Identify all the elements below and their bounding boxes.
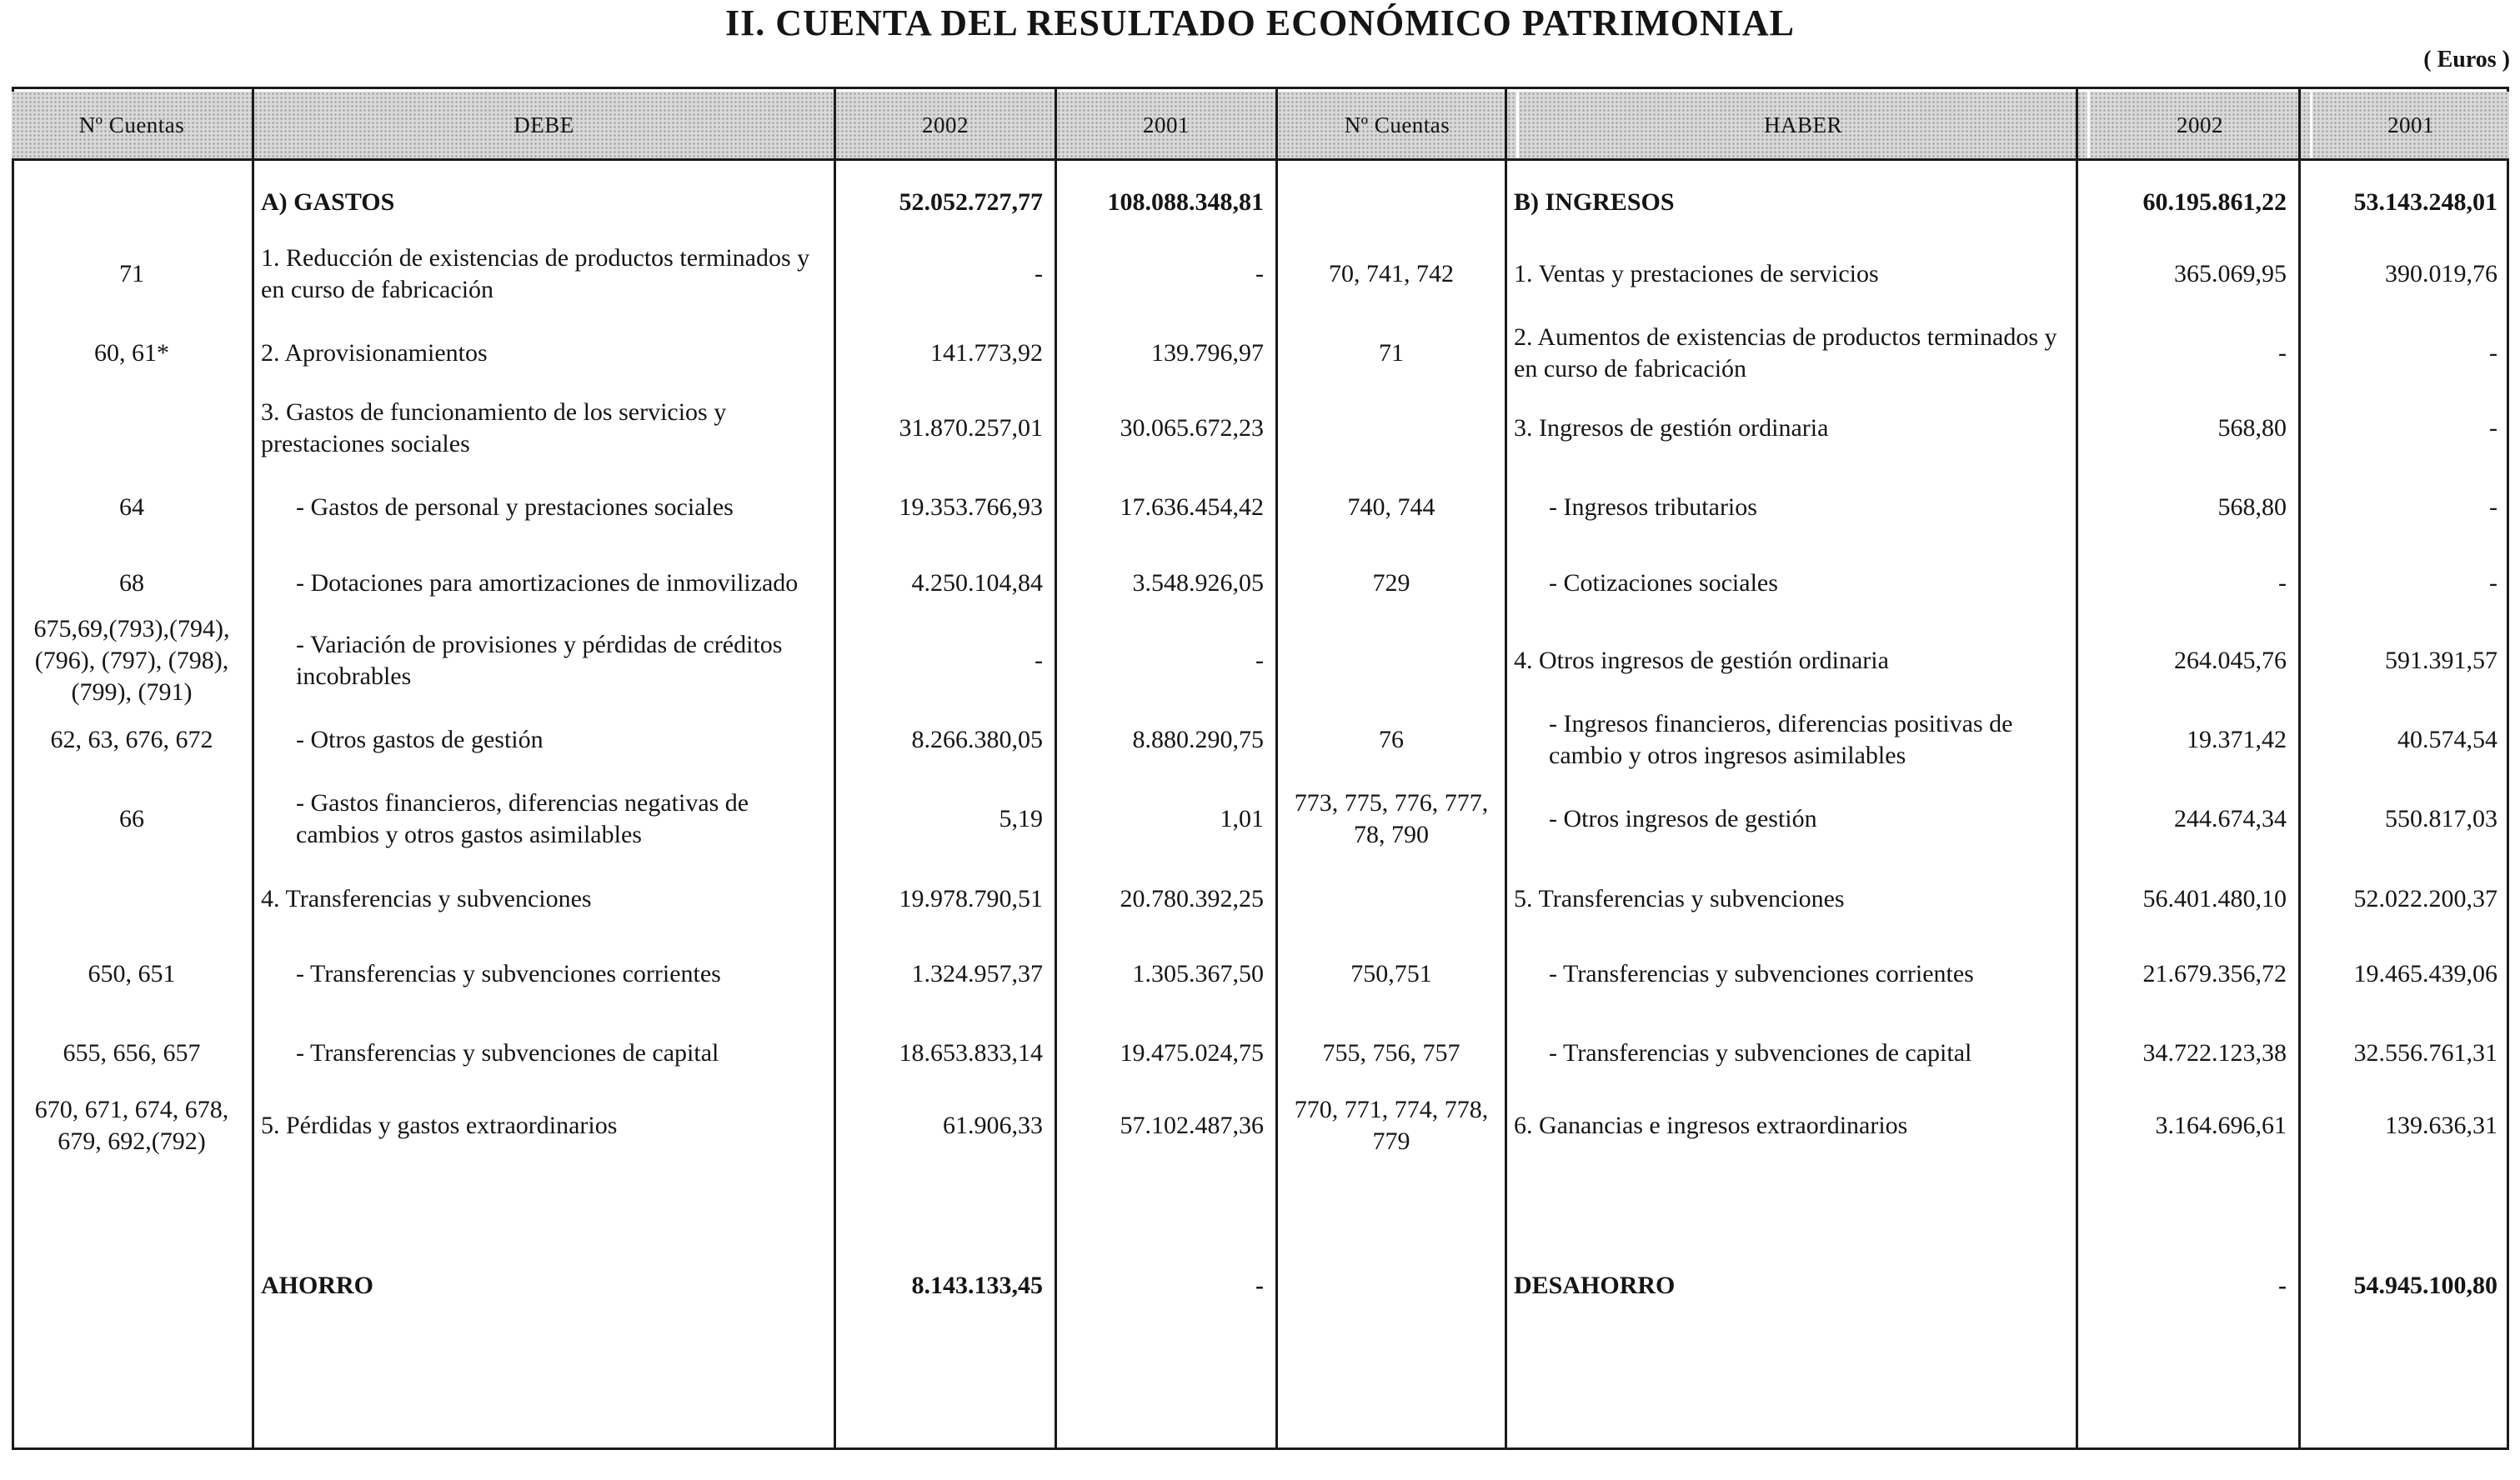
right-v2002-cell: 21.679.356,72	[2142, 960, 2287, 988]
right-v2001-cell: 32.556.761,31	[2353, 1039, 2497, 1067]
left-desc-cell: - Otros gastos de gestión	[296, 726, 544, 753]
left-code-cell: 64	[119, 493, 144, 521]
left-desc-cell: 5. Pérdidas y gastos extraordinarios	[261, 1112, 618, 1139]
left-v2002-cell: 4.250.104,84	[911, 569, 1043, 597]
right-code-cell: 71	[1379, 339, 1404, 367]
header-2002-right: 2002	[2090, 92, 2310, 158]
right-v2002-cell: 19.371,42	[2187, 726, 2287, 753]
left-v2001-cell: -	[1255, 260, 1264, 288]
right-v2001-cell: -	[2489, 339, 2497, 367]
left-code-cell	[12, 1250, 252, 1322]
right-code-cell: 740, 744	[1347, 493, 1435, 521]
right-desc-cell: - Ingresos tributarios	[1549, 493, 1757, 521]
left-code-cell: 71	[119, 260, 144, 288]
left-code-cell: 68	[119, 569, 144, 597]
left-desc-cell: - Gastos de personal y prestaciones sociales	[296, 493, 734, 521]
right-v2002-cell: 264.045,76	[2174, 647, 2287, 674]
right-code-cell	[1278, 167, 1505, 238]
left-desc-cell: 3. Gastos de funcionamiento de los servicios y prestaciones sociales	[261, 398, 727, 458]
left-desc-cell: AHORRO	[261, 1272, 373, 1299]
right-desc-cell: 3. Ingresos de gestión ordinaria	[1514, 414, 1829, 442]
right-v2001-cell: -	[2489, 414, 2497, 442]
left-desc-cell: - Gastos financieros, diferencias negativas de cambios y otros gastos asimilables	[296, 789, 749, 848]
right-v2001-cell: -	[2489, 569, 2497, 597]
header-2002-left: 2002	[836, 92, 1055, 158]
left-code-cell: 670, 671, 674, 678, 679, 692,(792)	[34, 1096, 229, 1155]
left-code-cell: 60, 61*	[94, 339, 169, 367]
header-cuentas-right: Nº Cuentas	[1278, 92, 1516, 158]
right-desc-cell: 6. Ganancias e ingresos extraordinarios	[1514, 1112, 1908, 1139]
header-debe: DEBE	[254, 92, 834, 158]
left-desc-cell: - Transferencias y subvenciones corrientes	[296, 960, 721, 988]
right-code-cell: 750,751	[1350, 960, 1432, 988]
currency-unit: ( Euros )	[2423, 47, 2510, 72]
left-v2002-cell: 18.653.833,14	[899, 1039, 1043, 1067]
left-code-cell: 650, 651	[88, 960, 176, 988]
right-code-cell: 70, 741, 742	[1329, 260, 1454, 288]
right-v2002-cell: 244.674,34	[2174, 805, 2287, 832]
left-v2001-cell: 57.102.487,36	[1120, 1112, 1264, 1139]
right-v2002-cell: 34.722.123,38	[2142, 1039, 2287, 1067]
right-code-cell: 755, 756, 757	[1322, 1039, 1460, 1067]
right-code-cell	[1278, 392, 1505, 464]
right-v2002-cell: 568,80	[2217, 493, 2287, 521]
right-desc-cell: DESAHORRO	[1514, 1272, 1676, 1299]
right-code-cell: 729	[1372, 569, 1410, 597]
left-v2002-cell: 61.906,33	[943, 1112, 1043, 1139]
left-desc-cell: 4. Transferencias y subvenciones	[261, 885, 592, 912]
left-desc-cell: - Transferencias y subvenciones de capital	[296, 1039, 719, 1067]
right-desc-cell: - Ingresos financieros, diferencias positivas de cambio y otros ingresos asimilables	[1549, 710, 2013, 769]
right-v2002-cell: -	[2278, 339, 2287, 367]
left-code-cell: 62, 63, 676, 672	[50, 726, 213, 753]
right-desc-cell: 1. Ventas y prestaciones de servicios	[1514, 260, 1879, 288]
left-desc-cell: 1. Reducción de existencias de productos terminados y en curso de fabricación	[261, 244, 810, 303]
right-v2001-cell: 54.945.100,80	[2353, 1272, 2497, 1299]
left-v2001-cell: 3.548.926,05	[1132, 569, 1264, 597]
right-code-cell	[1278, 1250, 1505, 1322]
left-code-cell	[12, 392, 252, 464]
left-v2001-cell: 30.065.672,23	[1120, 414, 1264, 442]
header-2001-left: 2001	[1057, 92, 1275, 158]
left-v2002-cell: -	[1035, 647, 1043, 674]
left-v2002-cell: 8.143.133,45	[911, 1272, 1043, 1299]
left-v2001-cell: 1.305.367,50	[1132, 960, 1264, 988]
right-v2001-cell: 19.465.439,06	[2353, 960, 2497, 988]
right-v2002-cell: 60.195.861,22	[2142, 188, 2287, 216]
right-code-cell	[1278, 625, 1505, 697]
left-v2002-cell: 31.870.257,01	[899, 414, 1043, 442]
left-v2002-cell: 141.773,92	[930, 339, 1043, 367]
right-v2002-cell: 56.401.480,10	[2142, 885, 2287, 912]
left-v2001-cell: 17.636.454,42	[1120, 493, 1264, 521]
right-v2001-cell: 139.636,31	[2385, 1112, 2497, 1139]
header-haber: HABER	[1519, 92, 2087, 158]
left-v2002-cell: 1.324.957,37	[911, 960, 1043, 988]
left-desc-cell: A) GASTOS	[261, 188, 395, 216]
right-desc-cell: 2. Aumentos de existencias de productos terminados y en curso de fabricación	[1514, 323, 2057, 382]
right-v2002-cell: -	[2278, 569, 2287, 597]
header-divider	[12, 158, 2509, 161]
right-v2001-cell: 52.022.200,37	[2353, 885, 2497, 912]
left-v2002-cell: 52.052.727,77	[899, 188, 1043, 216]
right-v2001-cell: 40.574,54	[2397, 726, 2497, 753]
right-v2001-cell: 53.143.248,01	[2353, 188, 2497, 216]
right-v2001-cell: 550.817,03	[2385, 805, 2497, 832]
right-code-cell: 770, 771, 774, 778, 779	[1294, 1096, 1489, 1155]
right-desc-cell: 5. Transferencias y subvenciones	[1514, 885, 1845, 912]
page-title: II. CUENTA DEL RESULTADO ECONÓMICO PATRIMONIAL	[724, 2, 1796, 43]
header-2001-right: 2001	[2312, 92, 2509, 158]
right-v2002-cell: 568,80	[2217, 414, 2287, 442]
right-v2001-cell: -	[2489, 493, 2497, 521]
right-v2002-cell: 3.164.696,61	[2155, 1112, 2287, 1139]
right-desc-cell: - Transferencias y subvenciones de capital	[1549, 1039, 1972, 1067]
header-cuentas-left: Nº Cuentas	[12, 92, 252, 158]
left-code-cell: 675,69,(793),(794), (796), (797), (798), (799), (791)	[33, 615, 230, 706]
right-code-cell	[1278, 863, 1505, 935]
left-v2002-cell: -	[1035, 260, 1043, 288]
left-v2002-cell: 19.353.766,93	[899, 493, 1043, 521]
right-v2001-cell: 390.019,76	[2385, 260, 2497, 288]
left-desc-cell: - Variación de provisiones y pérdidas de créditos incobrables	[296, 631, 783, 690]
left-v2002-cell: 8.266.380,05	[911, 726, 1043, 753]
left-v2001-cell: 20.780.392,25	[1120, 885, 1264, 912]
left-v2001-cell: 139.796,97	[1151, 339, 1264, 367]
right-code-cell: 773, 775, 776, 777, 78, 790	[1294, 789, 1489, 848]
left-v2001-cell: 8.880.290,75	[1132, 726, 1264, 753]
right-v2002-cell: 365.069,95	[2174, 260, 2287, 288]
table-header	[12, 92, 2509, 158]
left-desc-cell: - Dotaciones para amortizaciones de inmovilizado	[296, 569, 799, 597]
left-code-cell: 66	[119, 805, 144, 832]
left-code-cell	[12, 863, 252, 935]
right-code-cell: 76	[1379, 726, 1404, 753]
left-v2001-cell: 108.088.348,81	[1107, 188, 1264, 216]
left-v2001-cell: -	[1255, 1272, 1264, 1299]
right-desc-cell: 4. Otros ingresos de gestión ordinaria	[1514, 647, 1889, 674]
left-code-cell: 655, 656, 657	[63, 1039, 201, 1067]
left-desc-cell: 2. Aprovisionamientos	[261, 339, 488, 367]
right-desc-cell: - Cotizaciones sociales	[1549, 569, 1778, 597]
right-v2002-cell: -	[2278, 1272, 2287, 1299]
left-v2001-cell: -	[1255, 647, 1264, 674]
right-desc-cell: - Transferencias y subvenciones corrientes	[1549, 960, 1974, 988]
left-v2001-cell: 1,01	[1220, 805, 1264, 832]
left-v2002-cell: 5,19	[999, 805, 1043, 832]
right-v2001-cell: 591.391,57	[2385, 647, 2497, 674]
left-v2001-cell: 19.475.024,75	[1120, 1039, 1264, 1067]
left-code-cell	[12, 167, 252, 238]
left-v2002-cell: 19.978.790,51	[899, 885, 1043, 912]
right-desc-cell: B) INGRESOS	[1514, 188, 1675, 216]
right-desc-cell: - Otros ingresos de gestión	[1549, 805, 1817, 832]
